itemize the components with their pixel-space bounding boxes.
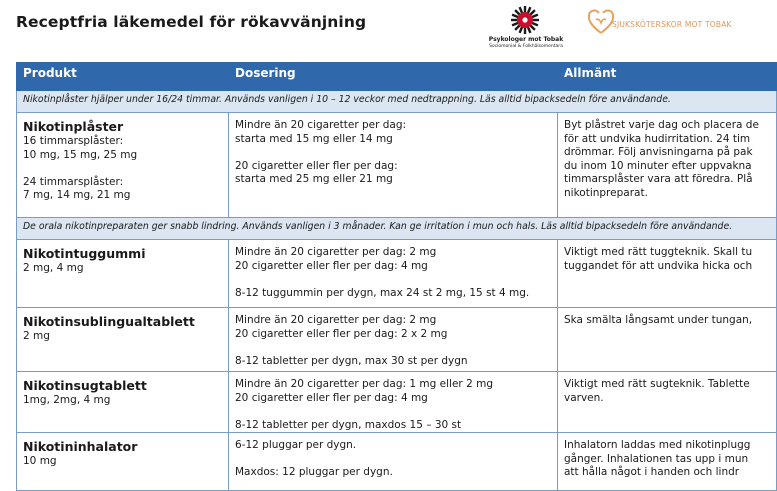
allmant-line: tuggandet för att undvika hicka och [564,259,753,272]
allmant-line: Inhalatorn laddas med nikotinplugg [564,439,751,451]
sunburst-logo-icon [510,5,540,35]
dosering-line: starta med 25 mg eller 21 mg [235,173,393,185]
dosering-line: Maxdos: 12 pluggar per dygn. [235,466,393,478]
product-cell [17,433,229,491]
allmant-line: Viktigt med rätt tuggteknik. Skall tu [564,246,753,258]
dosering-line: Mindre än 20 cigaretter per dag: 2 mg [235,314,437,326]
allmant-line: Ska smälta långsamt under tungan, [564,314,753,326]
medication-table [16,62,777,491]
page-title: Receptfria läkemedel för rökavvänjning [16,13,367,31]
dosering-line: 8-12 tuggummin per dygn, max 24 st 2 mg, 15 st 4 mg. [235,286,530,299]
dosering-line: Mindre än 20 cigaretter per dag: [235,119,407,131]
header-produkt: Produkt [17,63,229,91]
header-dosering: Dosering [229,63,558,91]
table-row [17,113,777,218]
allmant-cell [558,240,777,308]
product-name: Nikotintuggummi [23,246,146,261]
dosering-line: 20 cigaretter eller fler per dag: 4 mg [235,391,428,404]
table-row [17,308,777,372]
dosering-cell [229,308,558,372]
product-cell [17,372,229,433]
dosering-line: starta med 15 mg eller 14 mg [235,132,393,145]
table-row [17,372,777,433]
dosering-line: 6-12 pluggar per dygn. [235,439,357,451]
product-detail: 1mg, 2mg, 4 mg [23,394,111,406]
dosering-line: 8-12 tabletter per dygn, maxdos 15 – 30 st [235,418,462,431]
allmant-line: att hålla något i handen och lindr [564,466,740,478]
dosering-cell [229,433,558,491]
allmant-line: du inom 10 minuter efter uppvakna [564,159,752,172]
product-cell [17,113,229,218]
dosering-line: 20 cigaretter eller fler per dag: 2 x 2 mg [235,327,448,340]
product-detail: 7 mg, 14 mg, 21 mg [23,189,131,201]
product-detail: 10 mg [23,455,57,467]
note-row-plaster [17,91,777,113]
product-detail: 16 timmarsplåster: [23,135,124,147]
allmant-line: nikotinpreparat. [564,186,648,199]
spacer [23,162,222,176]
product-name: Nikotinsugtablett [23,378,147,393]
product-detail: 10 mg, 15 mg, 25 mg [23,148,138,161]
allmant-line: drömmar. Följ anvisningarna på pak [564,146,753,158]
spacer [235,146,551,160]
allmant-line: timmarsplåster vara att föredra. Plå [564,173,753,185]
dosering-line: 20 cigaretter eller fler per dag: [235,159,398,172]
product-name: Nikotinsublingualtablett [23,314,195,329]
product-name: Nikotininhalator [23,439,138,454]
dosering-cell [229,240,558,308]
allmant-line: för att undvika hudirritation. 24 tim [564,132,751,145]
allmant-cell [558,113,777,218]
table-row [17,240,777,308]
product-name: Nikotinplåster [23,119,124,134]
allmant-line: Viktigt med rätt sugteknik. Tablette [564,378,750,390]
header-allmant: Allmänt [558,63,777,91]
product-detail: 2 mg [23,330,50,342]
logo-name: SJUKSKÖTERSKOR MOT TOBAK [612,20,732,29]
allmant-cell [558,433,777,491]
allmant-line: Byt plåstret varje dag och placera de [564,119,759,131]
table-row [17,433,777,491]
dosering-cell [229,113,558,218]
dosering-line: 8-12 tabletter per dygn, max 30 st per dygn [235,354,468,367]
dosering-line: 20 cigaretter eller fler per dag: 4 mg [235,259,428,272]
spacer [235,453,551,467]
product-cell [17,308,229,372]
allmant-line: varven. [564,391,604,404]
spacer [235,273,551,287]
allmant-line: gånger. Inhalationen tas upp i mun [564,452,749,465]
note-row-orala [17,218,777,240]
allmant-cell [558,308,777,372]
spacer [235,341,551,355]
dosering-cell [229,372,558,433]
note-text: De orala nikotinpreparaten ger snabb lindring. Används vanligen i 3 månader. Kan ge irritation i mun och hals. Läs alltid bipacksedeln före användande. [17,218,777,240]
note-text: Nikotinplåster hjälper under 16/24 timmar. Används vanligen i 10 – 12 veckor med nedtrappning. Läs alltid bipacksedeln före användande. [17,91,777,113]
spacer [235,405,551,419]
dosering-line: Mindre än 20 cigaretter per dag: 1 mg eller 2 mg [235,378,493,390]
logo-subtitle: Sociomonial & Folkhälsomentara [489,44,563,49]
allmant-cell [558,372,777,433]
sjukskoterskor-mot-tobak-logo [586,6,732,40]
logo-name: Psykologer mot Tobak [488,36,564,43]
product-detail: 2 mg, 4 mg [23,262,84,274]
product-detail: 24 timmarsplåster: [23,175,124,188]
psykologer-mot-tobak-logo [484,5,568,57]
product-cell [17,240,229,308]
dosering-line: Mindre än 20 cigaretter per dag: 2 mg [235,246,437,258]
table-header-row [17,63,777,91]
